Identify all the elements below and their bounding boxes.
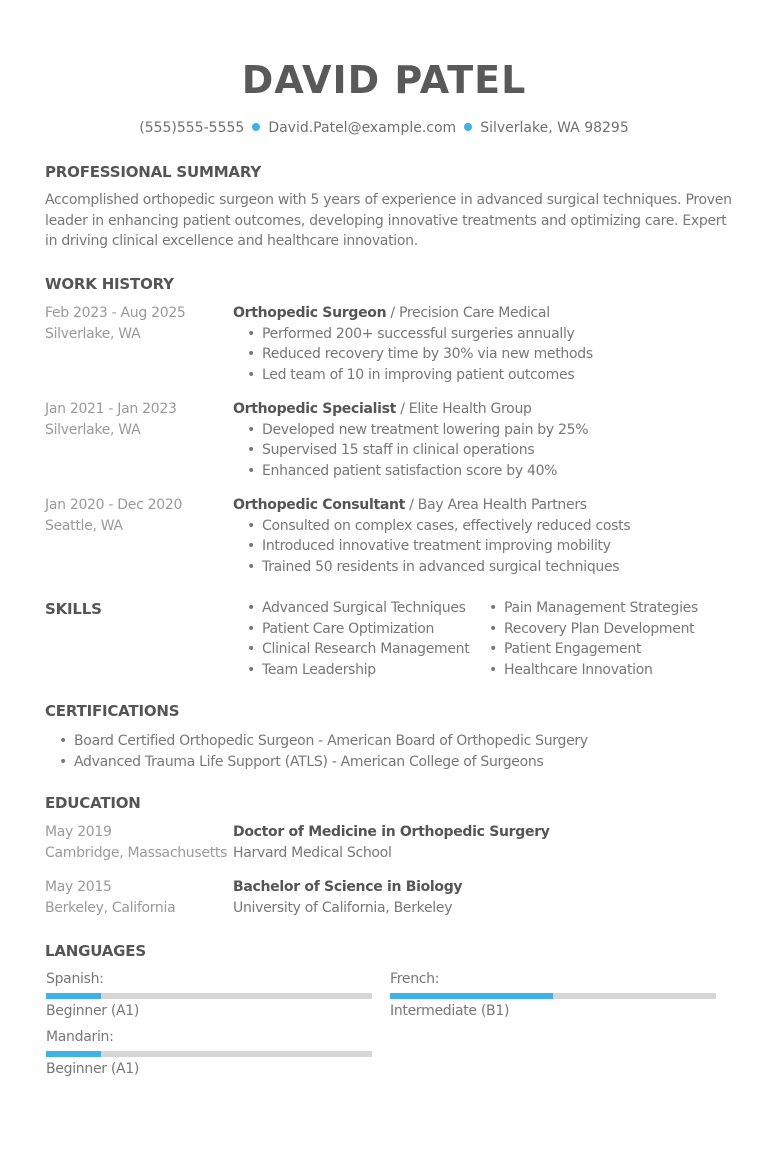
job-bullets bbox=[233, 516, 630, 578]
proficiency-bar-fill bbox=[46, 1051, 101, 1057]
education-meta bbox=[45, 822, 227, 863]
education-location: Cambridge, Massachusetts bbox=[45, 844, 228, 861]
job-separator: / bbox=[405, 497, 418, 513]
skill-item: • Recovery Plan Development bbox=[475, 619, 698, 640]
job-meta bbox=[45, 495, 182, 536]
proficiency-bar-fill bbox=[46, 993, 101, 999]
bullet-dot-icon bbox=[464, 123, 472, 131]
certification-item: • Advanced Trauma Life Support (ATLS) - American College of Surgeons bbox=[45, 752, 588, 773]
job-title: Orthopedic Specialist bbox=[233, 401, 397, 417]
education-degree: Doctor of Medicine in Orthopedic Surgery bbox=[233, 824, 550, 840]
work-history-heading: WORK HISTORY bbox=[45, 275, 174, 293]
contact-line bbox=[0, 120, 768, 136]
language-french bbox=[390, 969, 716, 1021]
job-separator: / bbox=[396, 401, 409, 417]
education-heading: EDUCATION bbox=[45, 794, 141, 812]
job-bullet: • Supervised 15 staff in clinical operations bbox=[233, 440, 588, 461]
summary-heading: PROFESSIONAL SUMMARY bbox=[45, 163, 262, 181]
education-degree: Bachelor of Science in Biology bbox=[233, 879, 463, 895]
job-dates: Feb 2023 - Aug 2025 bbox=[45, 305, 186, 321]
languages-heading: LANGUAGES bbox=[45, 942, 146, 960]
address: Silverlake, WA 98295 bbox=[480, 120, 629, 136]
job-bullet: • Trained 50 residents in advanced surgical techniques bbox=[233, 557, 630, 578]
job-bullet: • Developed new treatment lowering pain by 25% bbox=[233, 420, 588, 441]
bullet-dot-icon bbox=[252, 123, 260, 131]
job-bullets bbox=[233, 324, 593, 386]
job-bullets bbox=[233, 420, 588, 482]
skills-column-1 bbox=[233, 598, 469, 680]
language-level: Intermediate (B1) bbox=[390, 1003, 510, 1019]
summary-text: Accomplished orthopedic surgeon with 5 years of experience in advanced surgical techniques. Proven leader in enhancing patient outcomes, developing innovative treatments and optimizing care. Expert in driving clinical excellence and healthcare innovation. bbox=[45, 192, 732, 249]
job-company: Elite Health Group bbox=[408, 401, 532, 417]
skill-item: • Pain Management Strategies bbox=[475, 598, 698, 619]
skill-item: • Patient Engagement bbox=[475, 639, 698, 660]
language-name: Spanish: bbox=[46, 971, 104, 987]
job-title: Orthopedic Consultant bbox=[233, 497, 406, 513]
certifications-list bbox=[45, 731, 588, 772]
job-company: Precision Care Medical bbox=[398, 305, 550, 321]
language-mandarin bbox=[46, 1027, 372, 1079]
job-entry bbox=[233, 399, 588, 481]
education-date: May 2015 bbox=[45, 879, 112, 895]
education-school: Harvard Medical School bbox=[233, 844, 392, 861]
job-location: Silverlake, WA bbox=[45, 421, 141, 438]
job-bullet: • Led team of 10 in improving patient outcomes bbox=[233, 365, 593, 386]
job-entry bbox=[233, 495, 630, 577]
job-bullet: • Performed 200+ successful surgeries annually bbox=[233, 324, 593, 345]
email: David.Patel@example.com bbox=[268, 120, 457, 136]
job-bullet: • Consulted on complex cases, effectively reduced costs bbox=[233, 516, 630, 537]
language-spanish bbox=[46, 969, 372, 1021]
job-separator: / bbox=[386, 305, 399, 321]
certifications-heading: CERTIFICATIONS bbox=[45, 702, 180, 720]
job-meta bbox=[45, 399, 177, 440]
job-location: Silverlake, WA bbox=[45, 325, 141, 342]
language-level: Beginner (A1) bbox=[46, 1061, 140, 1077]
education-location: Berkeley, California bbox=[45, 899, 176, 916]
job-bullet: • Reduced recovery time by 30% via new methods bbox=[233, 344, 593, 365]
skill-item: • Healthcare Innovation bbox=[475, 660, 698, 681]
education-entry bbox=[233, 822, 550, 863]
skill-item: • Team Leadership bbox=[233, 660, 469, 681]
skills-heading: SKILLS bbox=[45, 600, 102, 618]
language-name: French: bbox=[390, 971, 440, 987]
job-dates: Jan 2020 - Dec 2020 bbox=[45, 497, 183, 513]
job-bullet: • Enhanced patient satisfaction score by 40% bbox=[233, 461, 588, 482]
proficiency-bar bbox=[390, 993, 716, 999]
proficiency-bar bbox=[46, 993, 372, 999]
skill-item: • Patient Care Optimization bbox=[233, 619, 469, 640]
proficiency-bar bbox=[46, 1051, 372, 1057]
skills-column-2 bbox=[475, 598, 698, 680]
job-meta bbox=[45, 303, 186, 344]
job-bullet: • Introduced innovative treatment improving mobility bbox=[233, 536, 630, 557]
education-school: University of California, Berkeley bbox=[233, 899, 453, 916]
skill-item: • Advanced Surgical Techniques bbox=[233, 598, 469, 619]
phone: (555)555-5555 bbox=[139, 120, 245, 136]
job-company: Bay Area Health Partners bbox=[417, 497, 587, 513]
proficiency-bar-fill bbox=[390, 993, 553, 999]
education-date: May 2019 bbox=[45, 824, 112, 840]
job-entry bbox=[233, 303, 593, 385]
candidate-name: DAVID PATEL bbox=[241, 58, 527, 102]
education-meta bbox=[45, 877, 175, 918]
language-name: Mandarin: bbox=[46, 1029, 114, 1045]
certification-item: • Board Certified Orthopedic Surgeon - American Board of Orthopedic Surgery bbox=[45, 731, 588, 752]
job-dates: Jan 2021 - Jan 2023 bbox=[45, 401, 177, 417]
job-location: Seattle, WA bbox=[45, 517, 123, 534]
education-entry bbox=[233, 877, 462, 918]
skill-item: • Clinical Research Management bbox=[233, 639, 469, 660]
job-title: Orthopedic Surgeon bbox=[233, 305, 387, 321]
skills-list bbox=[233, 598, 698, 680]
language-level: Beginner (A1) bbox=[46, 1003, 140, 1019]
